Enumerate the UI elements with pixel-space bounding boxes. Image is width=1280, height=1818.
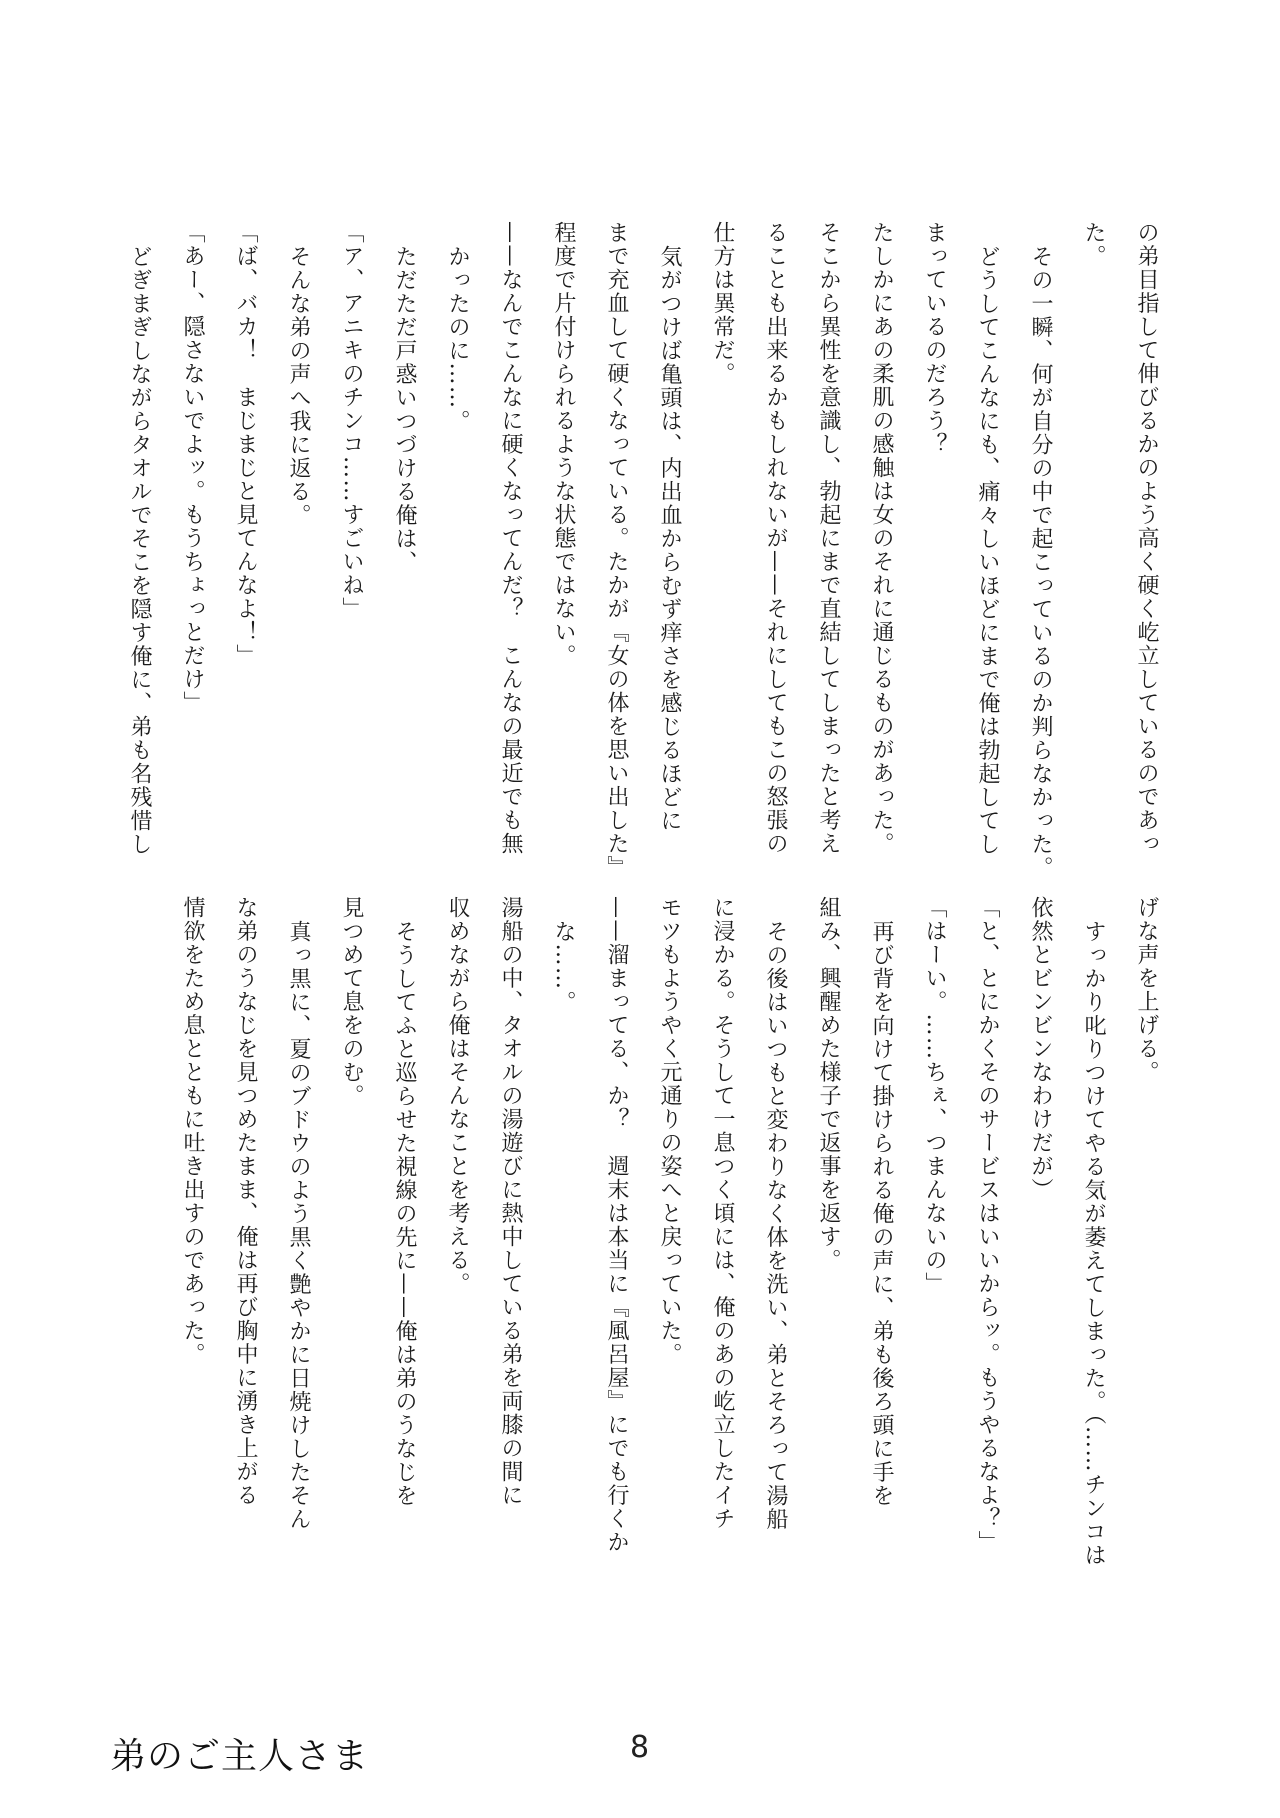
text-column: ただただ戸惑いつづける俺は、 (392, 244, 417, 574)
text-column: そこから異性を意識し、勃起にまで直結してしまったと考え (816, 221, 841, 856)
text-column: モツもようやく元通りの姿へと戻っていた。 (657, 896, 682, 1366)
text-column: 組み、興醒めた様子で返事を返す。 (816, 896, 841, 1272)
text-column: 気がつけば亀頭は、内出血からむず痒さを感じるほどに (657, 244, 682, 832)
text-column: 見つめて息をのむ。 (339, 896, 364, 1108)
text-column: まで充血して硬くなっている。たかが『女の体を思い出した』 (604, 221, 629, 879)
text-column: な弟のうなじを見つめたまま、俺は再び胸中に湧き上がる (233, 896, 258, 1507)
text-column: 「ば、バカ！ まじまじと見てんなよ！」 (233, 221, 258, 668)
text-column: どうしてこんなにも、痛々しいほどにまで俺は勃起してし (975, 244, 1000, 856)
text-column: ——溜まってる、か？ 週末は本当に『風呂屋』にでも行くか (604, 896, 629, 1554)
text-column: 仕方は異常だ。 (710, 221, 735, 386)
page-number: 8 (630, 1730, 650, 1765)
text-column: な……。 (551, 919, 576, 1014)
body-text-bottom-block (166, 896, 1173, 1596)
text-column: 「あー、隠さないでよッ。もうちょっとだけ」 (180, 221, 205, 715)
text-column: 「ア、アニキのチンコ……すごいね」 (339, 221, 364, 621)
text-column: 依然とビンビンなわけだが） (1028, 896, 1053, 1202)
text-column: 真っ黒に、夏のブドウのよう黒く艶やかに日焼けしたそん (286, 919, 311, 1531)
text-column: ——なんでこんなに硬くなってんだ？ こんなの最近でも無 (498, 221, 523, 856)
text-column: 「と、とにかくそのサービスはいいからッ。もうやるなよ？」 (975, 896, 1000, 1554)
text-column: の弟目指して伸びるかのよう高く硬く屹立しているのであっ (1134, 221, 1159, 856)
book-title-footer: 弟のご主人さま (110, 1736, 370, 1777)
text-column: げな声を上げる。 (1134, 896, 1159, 1084)
text-column: ることも出来るかもしれないが——それにしてもこの怒張の (763, 221, 788, 856)
text-column: 「はーい。……ちぇ、つまんないの」 (922, 896, 947, 1296)
text-column: たしかにあの柔肌の感触は女のそれに通じるものがあった。 (869, 221, 894, 856)
text-column: どぎまぎしながらタオルでそこを隠す俺に、弟も名残惜し (127, 244, 152, 856)
text-column: すっかり叱りつけてやる気が萎えてしまった。（……チンコは (1081, 919, 1106, 1567)
text-column: に浸かる。そうして一息つく頃には、俺のあの屹立したイチ (710, 896, 735, 1531)
text-column: 収めながら俺はそんなことを考える。 (445, 896, 470, 1296)
text-column: その後はいつもと変わりなく体を洗い、弟とそろって湯船 (763, 919, 788, 1531)
text-column: そうしてふと巡らせた視線の先に——俺は弟のうなじを (392, 919, 417, 1507)
text-column: その一瞬、何が自分の中で起こっているのか判らなかった。 (1028, 244, 1053, 879)
body-text-top-block (113, 221, 1173, 921)
text-column: 程度で片付けられるような状態ではない。 (551, 221, 576, 668)
text-column: まっているのだろう？ (922, 221, 947, 456)
text-column: 湯船の中、タオルの湯遊びに熱中している弟を両膝の間に (498, 896, 523, 1507)
text-column: 再び背を向けて掛けられる俺の声に、弟も後ろ頭に手を (869, 919, 894, 1507)
text-column: かったのに……。 (445, 244, 470, 433)
text-column: そんな弟の声へ我に返る。 (286, 244, 311, 527)
text-column: た。 (1081, 221, 1106, 268)
text-column: 情欲をため息とともに吐き出すのであった。 (180, 896, 205, 1366)
